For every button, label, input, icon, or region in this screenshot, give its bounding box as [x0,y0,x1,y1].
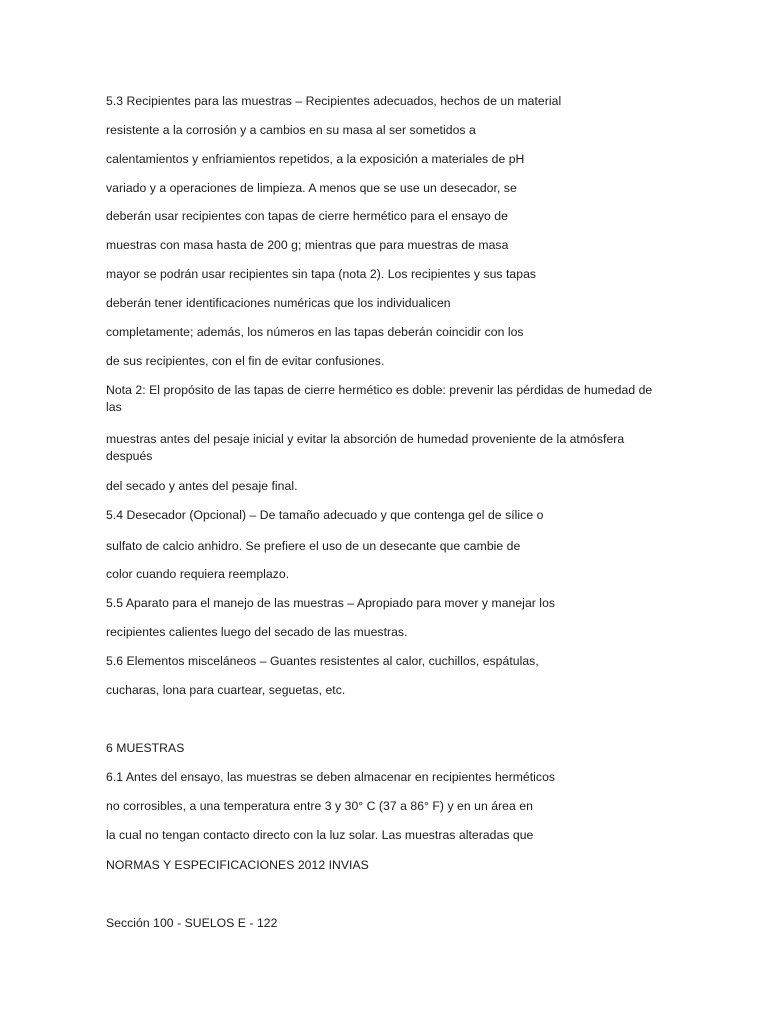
section-5-4-line-1: 5.4 Desecador (Opcional) – De tamaño adecuado y que contenga gel de sílice o [106,508,544,522]
section-6-1-line-2: no corrosibles, a una temperatura entre 3 y 30° C (37 a 86° F) y en un área en [106,799,533,813]
footer-standard-title: NORMAS Y ESPECIFICACIONES 2012 INVIAS [106,858,369,872]
section-5-3-line-10: de sus recipientes, con el fin de evitar confusiones. [106,354,385,368]
section-5-3-line-6: muestras con masa hasta de 200 g; mientras que para muestras de masa [106,238,509,252]
section-5-3-line-8: deberán tener identificaciones numéricas que los individualicen [106,296,451,310]
section-5-6-line-1: 5.6 Elementos misceláneos – Guantes resistentes al calor, cuchillos, espátulas, [106,654,539,668]
footer-section-page: Sección 100 - SUELOS E - 122 [106,916,278,930]
section-5-3-line-2: resistente a la corrosión y a cambios en su masa al ser sometidos a [106,123,476,137]
section-5-3-line-9: completamente; además, los números en las tapas deberán coincidir con los [106,325,524,339]
note-2-line-3: del secado y antes del pesaje final. [106,479,298,493]
section-5-3-line-7: mayor se podrán usar recipientes sin tapa (nota 2). Los recipientes y sus tapas [106,267,537,281]
section-6-heading: 6 MUESTRAS [106,741,185,755]
section-5-5-line-1: 5.5 Aparato para el manejo de las muestras – Apropiado para mover y manejar los [106,596,556,610]
section-5-3-line-3: calentamientos y enfriamientos repetidos, a la exposición a materiales de pH [106,152,525,166]
section-5-4-line-3: color cuando requiera reemplazo. [106,567,290,581]
note-2-line-2: muestras antes del pesaje inicial y evitar la absorción de humedad proveniente de la atmósfera después [106,432,625,463]
section-5-3-line-5: deberán usar recipientes con tapas de cierre hermético para el ensayo de [106,209,508,223]
section-6-1-line-1: 6.1 Antes del ensayo, las muestras se deben almacenar en recipientes herméticos [106,770,556,784]
section-5-4-line-2: sulfato de calcio anhidro. Se prefiere el uso de un desecante que cambie de [106,539,521,553]
section-5-6-line-2: cucharas, lona para cuartear, seguetas, etc. [106,683,346,697]
section-6-1-line-3: la cual no tengan contacto directo con la luz solar. Las muestras alteradas que [106,828,534,842]
section-5-3-line-4: variado y a operaciones de limpieza. A menos que se use un desecador, se [106,181,517,195]
note-2-line-1: Nota 2: El propósito de las tapas de cierre hermético es doble: prevenir las pérdidas de humedad de las [106,383,653,414]
section-5-3-line-1: 5.3 Recipientes para las muestras – Recipientes adecuados, hechos de un material [106,94,562,108]
section-5-5-line-2: recipientes calientes luego del secado de las muestras. [106,625,408,639]
